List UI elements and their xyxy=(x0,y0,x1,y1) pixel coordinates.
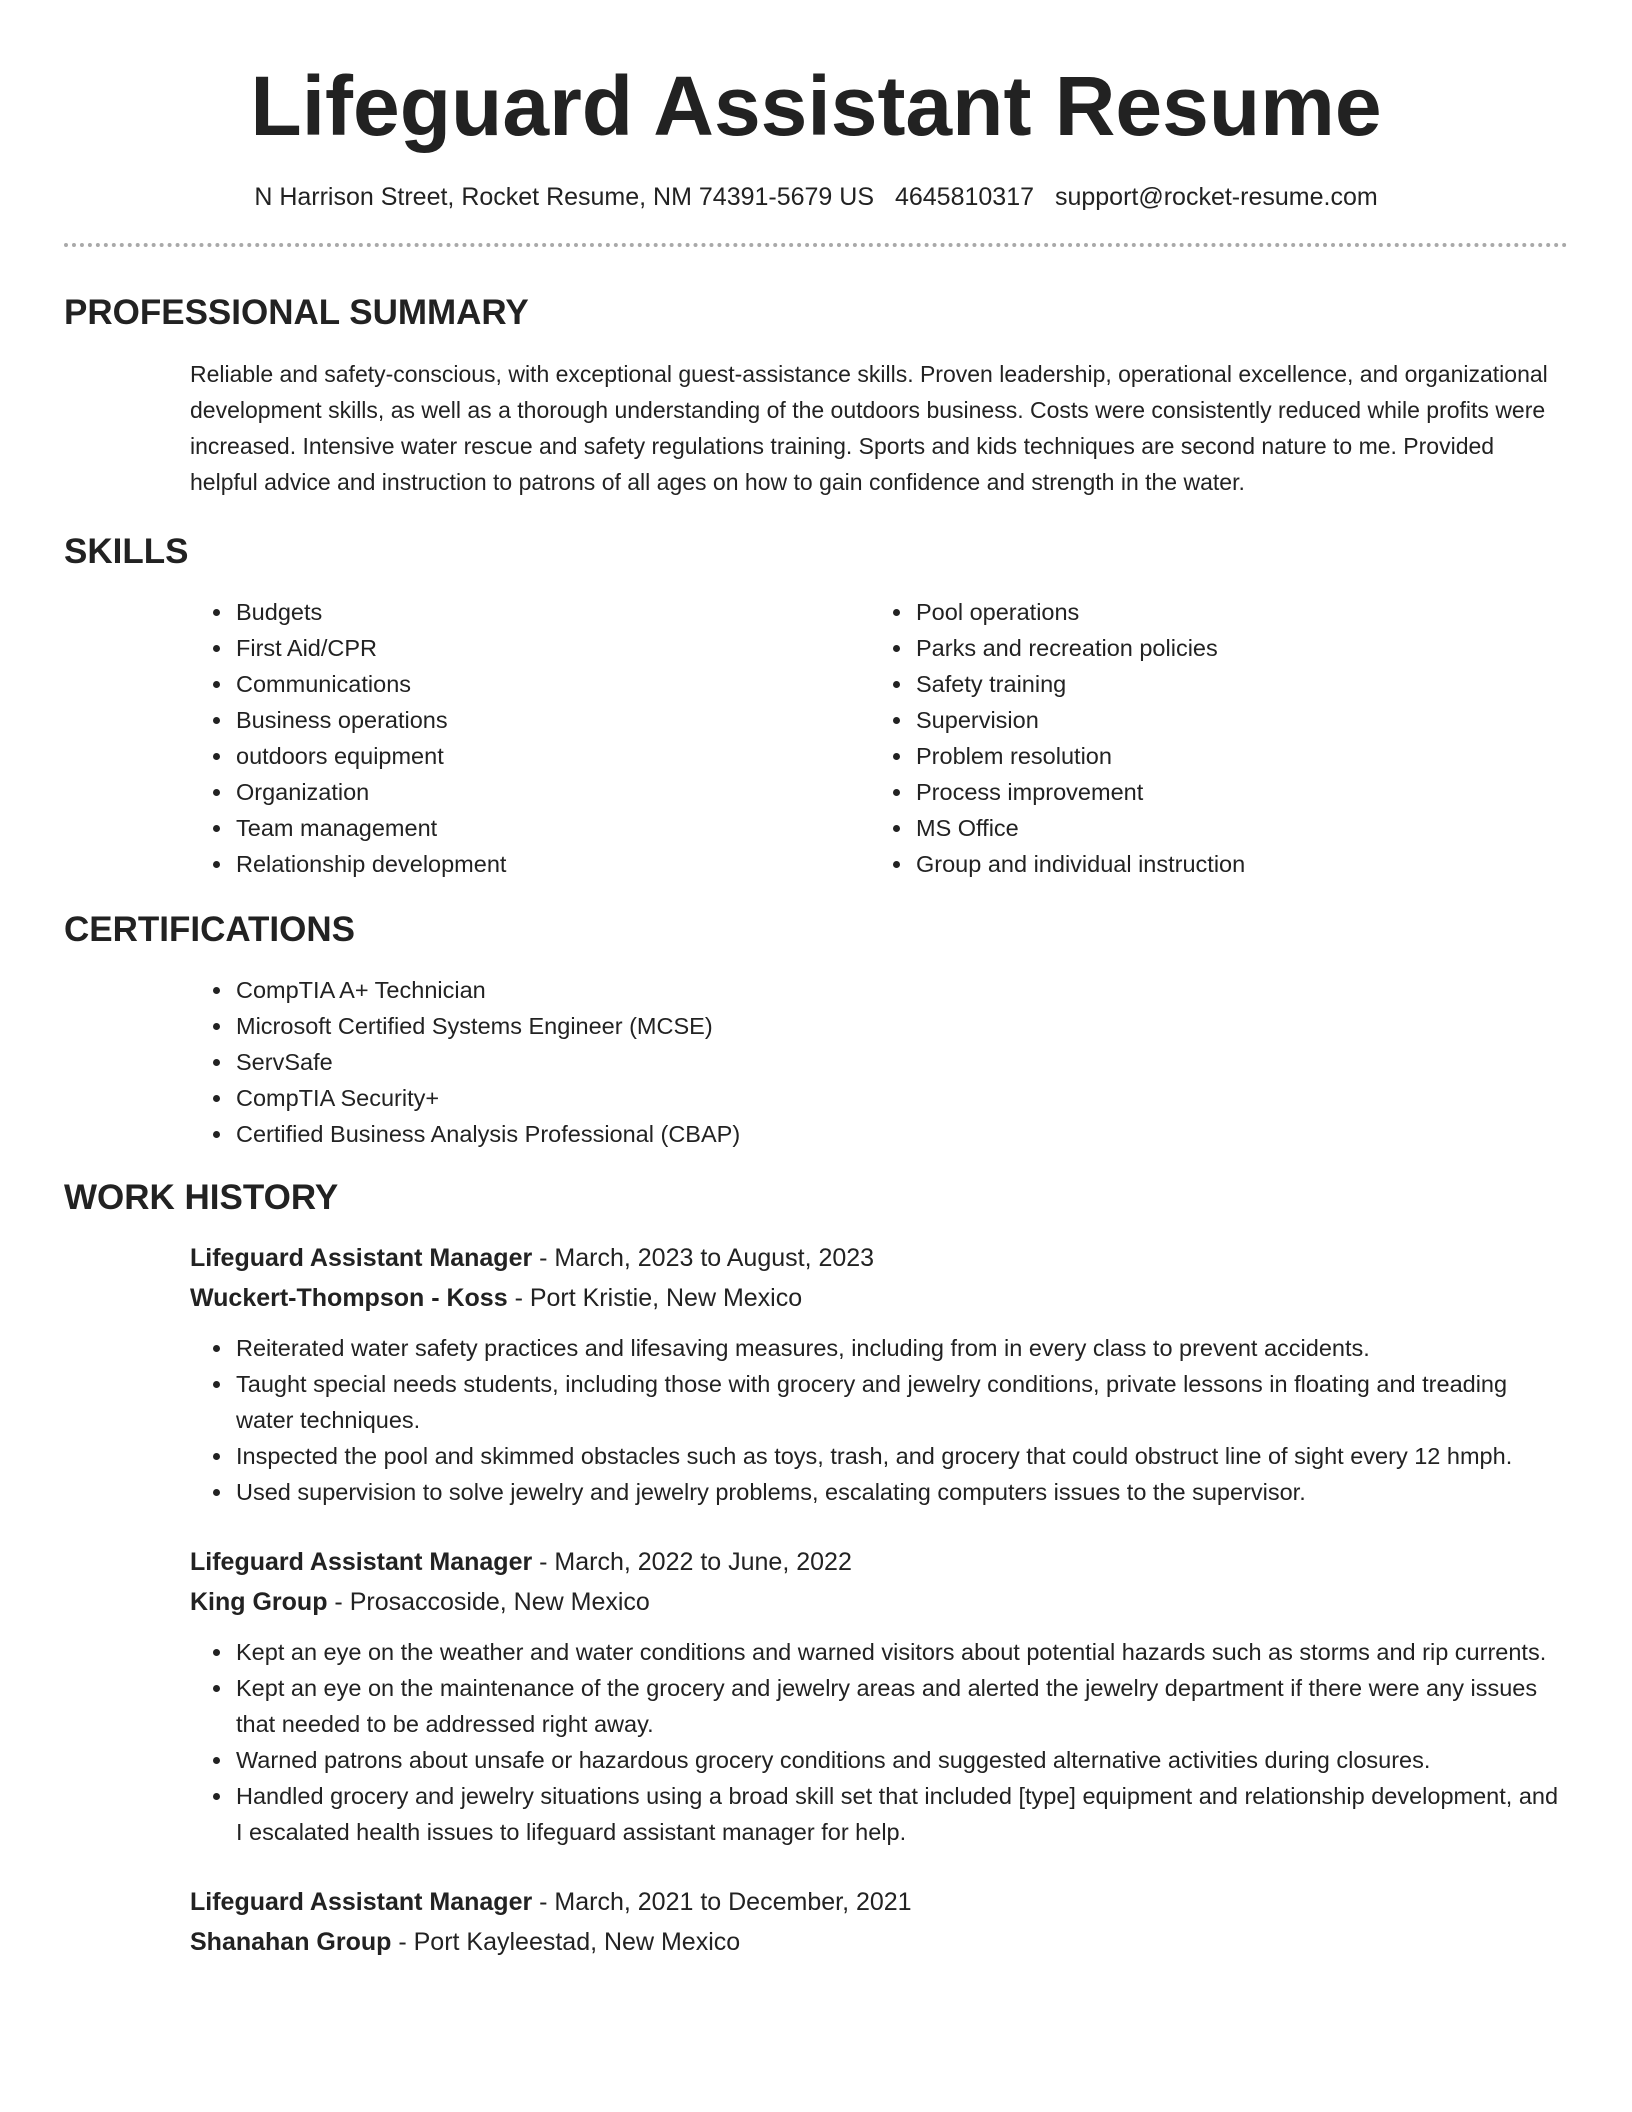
list-item: • First Aid/CPR xyxy=(234,630,870,666)
summary-heading: PROFESSIONAL SUMMARY xyxy=(64,293,529,332)
list-item: • Handled grocery and jewelry situations using a broad skill set that included [type] equipment and relationship development, and I escalated health issues to lifeguard assistant manager for help. xyxy=(234,1778,1568,1850)
list-item: • Certified Business Analysis Professional (CBAP) xyxy=(234,1116,1568,1152)
list-item: • Inspected the pool and skimmed obstacles such as toys, trash, and grocery that could obstruct line of sight every 12 hmph. xyxy=(234,1438,1568,1474)
job-entry xyxy=(64,1542,1568,1850)
list-item: • ServSafe xyxy=(234,1044,1568,1080)
contact-phone: 4645810317 xyxy=(894,183,1035,211)
job-company-line xyxy=(190,1278,1568,1318)
list-item: • Problem resolution xyxy=(914,738,1568,774)
job-duties-list xyxy=(190,1330,1568,1510)
list-item: • Communications xyxy=(234,666,870,702)
skills-section xyxy=(64,594,1568,882)
job-dates: - March, 2022 to June, 2022 xyxy=(532,1548,852,1576)
list-item: • Group and individual instruction xyxy=(914,846,1568,882)
contact-line xyxy=(64,181,1568,213)
header-divider xyxy=(64,243,1568,247)
list-item: • Used supervision to solve jewelry and jewelry problems, escalating computers issues to the supervisor. xyxy=(234,1474,1568,1510)
job-entry xyxy=(64,1238,1568,1510)
list-item: • Warned patrons about unsafe or hazardous grocery conditions and suggested alternative activities during closures. xyxy=(234,1742,1568,1778)
list-item: • Kept an eye on the weather and water conditions and warned visitors about potential hazards such as storms and rip currents. xyxy=(234,1634,1568,1670)
certifications-list xyxy=(190,972,1568,1152)
list-item: • Reiterated water safety practices and lifesaving measures, including from in every class to prevent accidents. xyxy=(234,1330,1568,1366)
list-item: • CompTIA A+ Technician xyxy=(234,972,1568,1008)
contact-email[interactable]: support@rocket-resume.com xyxy=(1054,183,1378,211)
summary-text: Reliable and safety-conscious, with exceptional guest-assistance skills. Proven leadership, operational excellence, and organizational development skills, as well as a thorough understanding of the outdoors business. Costs were consistently reduced while profits were increased. Intensive water rescue and safety regulations training. Sports and kids techniques are second nature to me. Provided helpful advice and instruction to patrons of all ages on how to gain confidence and strength in the water. xyxy=(190,361,1548,495)
job-company: King Group xyxy=(190,1588,328,1616)
job-title: Lifeguard Assistant Manager xyxy=(190,1244,533,1272)
certifications-section xyxy=(64,972,1568,1152)
list-item: • Budgets xyxy=(234,594,870,630)
summary-section xyxy=(64,356,1568,500)
list-item: • Team management xyxy=(234,810,870,846)
skills-list-left xyxy=(190,594,870,882)
skills-list-right xyxy=(870,594,1568,882)
certifications-heading: CERTIFICATIONS xyxy=(64,910,356,949)
job-company: Wuckert-Thompson - Koss xyxy=(190,1284,508,1312)
job-company-line xyxy=(190,1922,1568,1962)
list-item: • Parks and recreation policies xyxy=(914,630,1568,666)
job-duties-list xyxy=(190,1634,1568,1850)
list-item: • CompTIA Security+ xyxy=(234,1080,1568,1116)
list-item: • Microsoft Certified Systems Engineer (MCSE) xyxy=(234,1008,1568,1044)
resume-title: Lifeguard Assistant Resume xyxy=(250,59,1382,153)
list-item: • MS Office xyxy=(914,810,1568,846)
work-history-heading: WORK HISTORY xyxy=(64,1178,339,1217)
contact-address: N Harrison Street, Rocket Resume, NM 74391-5679 US xyxy=(254,183,875,211)
job-entry xyxy=(64,1882,1568,1962)
list-item: • Supervision xyxy=(914,702,1568,738)
list-item: • Business operations xyxy=(234,702,870,738)
job-title: Lifeguard Assistant Manager xyxy=(190,1548,533,1576)
list-item: • Process improvement xyxy=(914,774,1568,810)
job-title-line xyxy=(190,1882,1568,1922)
list-item: • outdoors equipment xyxy=(234,738,870,774)
skills-heading: SKILLS xyxy=(64,532,189,571)
job-location: - Port Kristie, New Mexico xyxy=(507,1284,803,1312)
list-item: • Kept an eye on the maintenance of the grocery and jewelry areas and alerted the jewelry department if there were any issues that needed to be addressed right away. xyxy=(234,1670,1568,1742)
job-location: - Prosaccoside, New Mexico xyxy=(327,1588,650,1616)
list-item: • Safety training xyxy=(914,666,1568,702)
job-location: - Port Kayleestad, New Mexico xyxy=(391,1928,741,1956)
job-title: Lifeguard Assistant Manager xyxy=(190,1888,533,1916)
job-company: Shanahan Group xyxy=(190,1928,392,1956)
job-title-line xyxy=(190,1238,1568,1278)
list-item: • Organization xyxy=(234,774,870,810)
list-item: • Pool operations xyxy=(914,594,1568,630)
list-item: • Taught special needs students, including those with grocery and jewelry conditions, private lessons in floating and treading water techniques. xyxy=(234,1366,1568,1438)
job-title-line xyxy=(190,1542,1568,1582)
job-company-line xyxy=(190,1582,1568,1622)
job-dates: - March, 2021 to December, 2021 xyxy=(532,1888,912,1916)
list-item: • Relationship development xyxy=(234,846,870,882)
job-dates: - March, 2023 to August, 2023 xyxy=(532,1244,875,1272)
